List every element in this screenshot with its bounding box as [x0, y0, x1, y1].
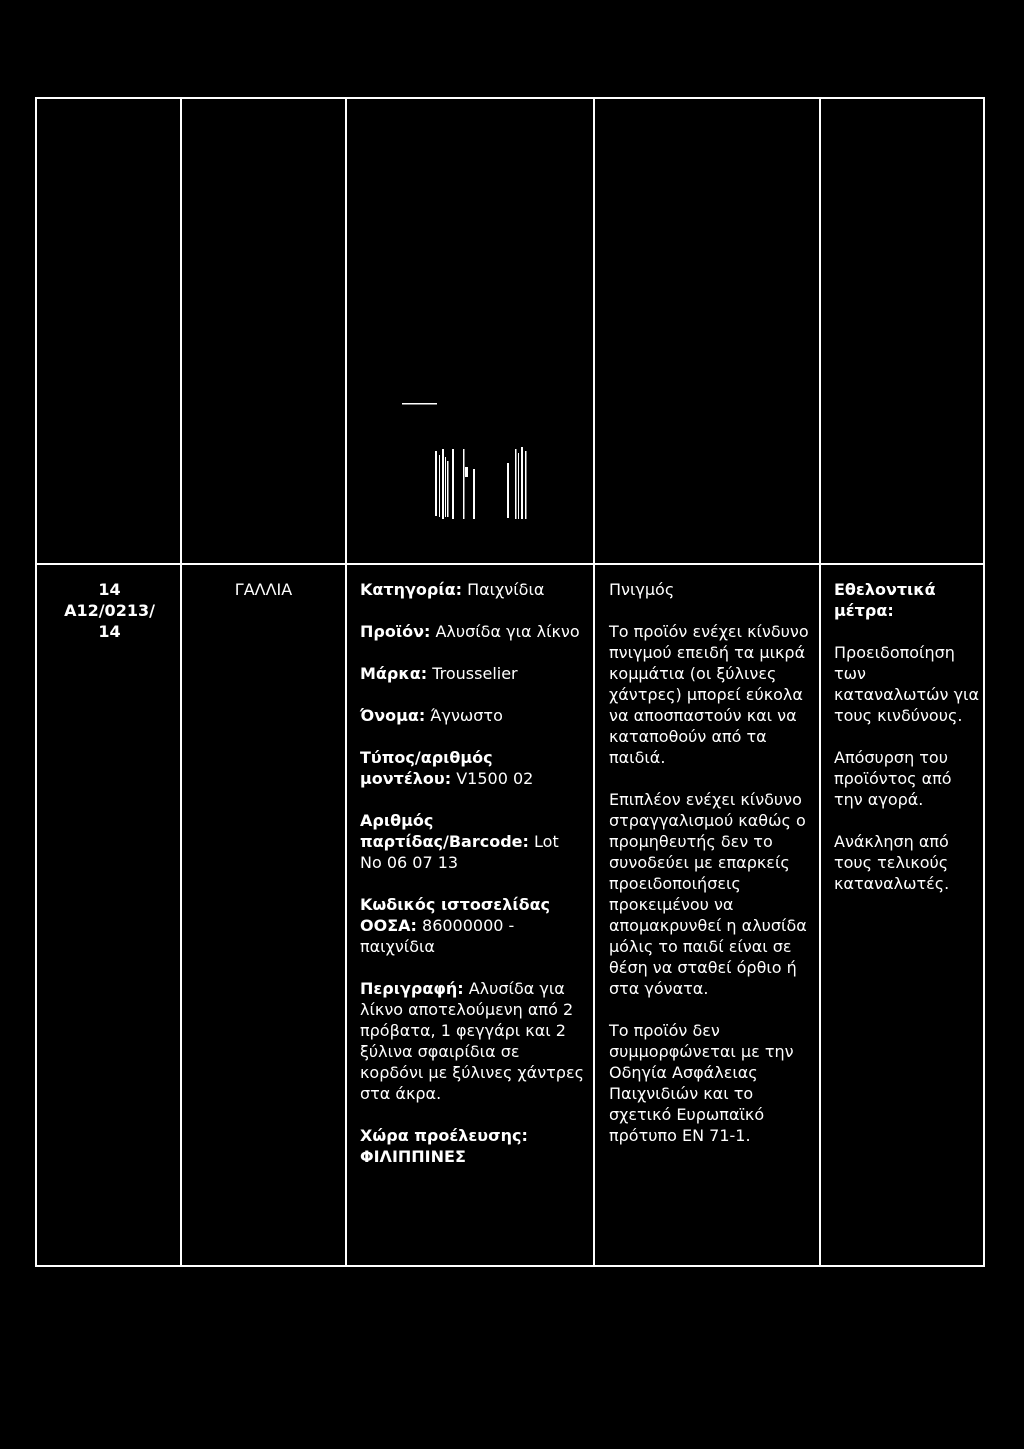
- risk-paragraph: Επιπλέον ενέχει κίνδυνο στραγγαλισμού καθώς ο προμηθευτής δεν το συνοδεύει με επαρκείς προειδοποιήσεις προκειμένου να απομακρυνθεί η αλυσίδα μόλις το παιδί είναι σε θέση να σταθεί όρθιο ή στα γόνατα.: [609, 790, 807, 998]
- measure-item: Απόσυρση του προϊόντος από την αγορά.: [834, 748, 952, 809]
- column-divider: [345, 99, 347, 1265]
- product-barcode-image: [397, 399, 537, 524]
- column-divider: [180, 99, 182, 1265]
- category-field: Κατηγορία: Παιχνίδια: [360, 580, 545, 599]
- batch-field: Αριθμός παρτίδας/Barcode: Lot No 06 07 13: [360, 811, 559, 872]
- product-field: Προϊόν: Αλυσίδα για λίκνο: [360, 622, 580, 641]
- product-details: [360, 579, 585, 1167]
- measure-item: Προειδοποίηση των καταναλωτών για τους κινδύνους.: [834, 643, 979, 725]
- measures-title: Εθελοντικά μέτρα:: [834, 580, 936, 620]
- model-field: Τύπος/αριθμός μοντέλου: V1500 02: [360, 748, 534, 788]
- description-field: Περιγραφή: Αλυσίδα για λίκνο αποτελούμενη από 2 πρόβατα, 1 φεγγάρι και 2 ξύλινα σφαιρίδια σε κορδόνι με ξύλινες χάντρες στα άκρα.: [360, 979, 584, 1103]
- name-field: Όνομα: Άγνωστο: [360, 706, 503, 725]
- row-divider: [37, 563, 983, 565]
- risk-paragraph: Το προϊόν ενέχει κίνδυνο πνιγμού επειδή τα μικρά κομμάτια (οι ξύλινες χάντρες) μπορεί εύκολα να αποσπαστούν και να καταποθούν από τα παιδιά.: [609, 622, 809, 767]
- risk-type: Πνιγμός: [609, 580, 675, 599]
- brand-field: Μάρκα: Trousselier: [360, 664, 518, 683]
- measure-item: Ανάκληση από τους τελικούς καταναλωτές.: [834, 832, 950, 893]
- entry-number: 14 A12/0213/ 14: [64, 580, 155, 641]
- column-divider: [819, 99, 821, 1265]
- risk-details: [609, 579, 814, 1146]
- measures-details: [834, 579, 979, 894]
- origin-field: Χώρα προέλευσης: ΦΙΛΙΠΠΙΝΕΣ: [360, 1126, 528, 1166]
- notifying-country: ΓΑΛΛΙΑ: [234, 580, 293, 599]
- table-frame: [35, 97, 985, 1267]
- risk-paragraph: Το προϊόν δεν συμμορφώνεται με την Οδηγία Ασφάλειας Παιχνιδιών και το σχετικό Ευρωπαϊκό πρότυπο EN 71-1.: [609, 1021, 794, 1145]
- oecd-field: Κωδικός ιστοσελίδας ΟΟΣΑ: 86000000 - παιχνίδια: [360, 895, 551, 956]
- column-divider: [593, 99, 595, 1265]
